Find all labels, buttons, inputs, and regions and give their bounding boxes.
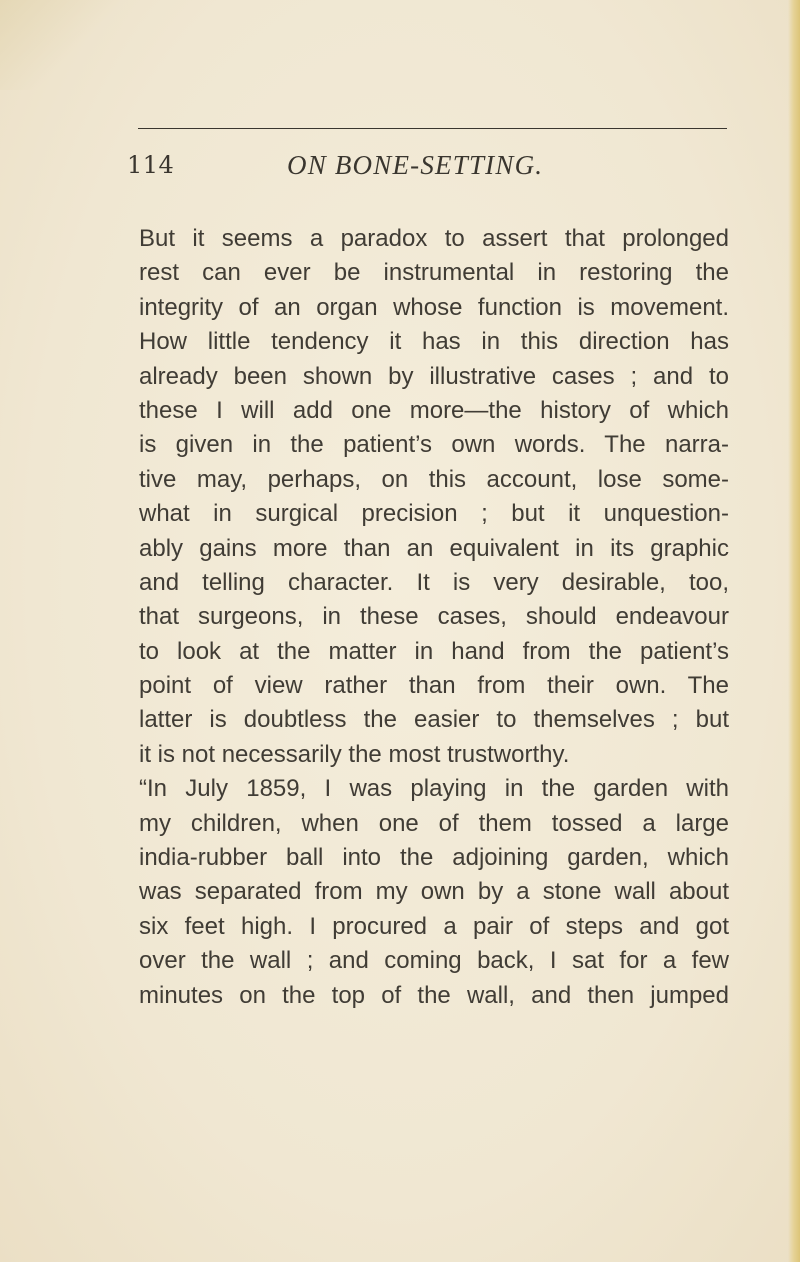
text-line-paragraph-start: “In July 1859, I was playing in the garden with bbox=[139, 775, 729, 803]
text-line: tive may, perhaps, on this account, lose some- bbox=[139, 465, 729, 493]
text-line: that surgeons, in these cases, should endeavour bbox=[139, 603, 729, 631]
text-line: How little tendency it has in this direction has bbox=[139, 328, 729, 356]
text-line: these I will add one more—the history of which bbox=[139, 396, 729, 424]
text-line: integrity of an organ whose function is movement. bbox=[139, 293, 729, 321]
text-line: ably gains more than an equivalent in its graphic bbox=[139, 534, 729, 562]
text-line: to look at the matter in hand from the patient’s bbox=[139, 637, 729, 665]
text-line: already been shown by illustrative cases ; and to bbox=[139, 362, 729, 390]
text-line: is given in the patient’s own words. The narra- bbox=[139, 431, 729, 459]
text-line: minutes on the top of the wall, and then jumped bbox=[139, 981, 729, 1009]
body-text bbox=[139, 222, 729, 1013]
text-line: and telling character. It is very desirable, too, bbox=[139, 568, 729, 596]
text-line: point of view rather than from their own. The bbox=[139, 672, 729, 700]
text-line-paragraph-end: it is not necessarily the most trustworthy. bbox=[139, 740, 570, 768]
text-line: india-rubber ball into the adjoining garden, which bbox=[139, 844, 729, 872]
text-line: But it seems a paradox to assert that prolonged bbox=[139, 225, 729, 252]
page-number: 114 bbox=[127, 151, 175, 179]
text-line: what in surgical precision ; but it unquestion- bbox=[139, 500, 729, 528]
text-line: was separated from my own by a stone wall about bbox=[139, 878, 729, 906]
page-edge-gutter bbox=[788, 0, 800, 1262]
text-line: rest can ever be instrumental in restoring the bbox=[139, 259, 729, 287]
text-line: six feet high. I procured a pair of steps and got bbox=[139, 912, 729, 940]
text-line: my children, when one of them tossed a large bbox=[139, 809, 729, 837]
running-title: ON BONE-SETTING. bbox=[287, 150, 544, 180]
text-line: over the wall ; and coming back, I sat for a few bbox=[139, 947, 729, 975]
page-corner-shading bbox=[0, 0, 120, 90]
text-line: latter is doubtless the easier to themselves ; but bbox=[139, 706, 729, 734]
header-rule bbox=[138, 128, 727, 129]
